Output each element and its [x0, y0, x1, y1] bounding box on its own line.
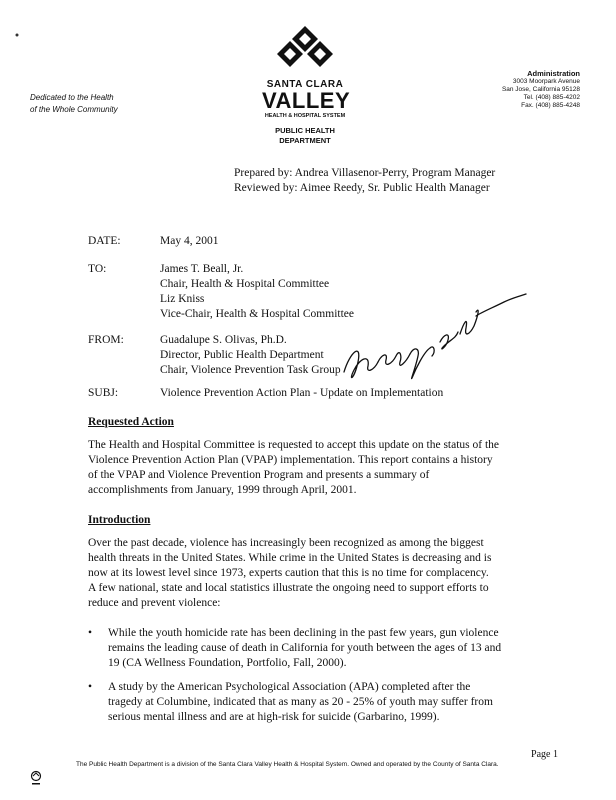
dedication-line: Dedicated to the Health: [30, 93, 114, 102]
recycle-icon: [30, 770, 42, 786]
admin-address: [502, 70, 580, 110]
introduction-heading: Introduction: [88, 514, 151, 526]
paragraph-line: accomplishments from January, 1999 through April, 2001.: [88, 484, 357, 496]
admin-line: Tel. (408) 885-4202: [523, 94, 580, 101]
paragraph-line: Violence Prevention Action Plan (VPAP) implementation. This report contains a history: [88, 454, 493, 466]
prepared-by: Prepared by: Andrea Villasenor-Perry, Program Manager: [234, 167, 496, 179]
date-label: DATE:: [88, 235, 121, 247]
paragraph-line: now at its lowest level since 1973, experts caution that this is no time for complacency.: [88, 567, 489, 579]
footer-note: The Public Health Department is a division of the Santa Clara Valley Health & Hospital System. Owned and operated by the County of Santa Clara.: [76, 761, 499, 768]
paragraph-line: A few national, state and local statistics illustrate the ongoing need to support efforts to: [88, 582, 489, 594]
to-line: Chair, Health & Hospital Committee: [160, 278, 330, 290]
from-line: Director, Public Health Department: [160, 349, 324, 361]
paragraph-line: of the VPAP and Violence Prevention Program and presents a summary of: [88, 469, 430, 481]
bullet-line: tragedy at Columbine, indicated that as many as 20 - 25% of youth may suffer from: [108, 696, 493, 708]
paragraph-line: The Health and Hospital Committee is requested to accept this update on the status of the: [88, 439, 500, 451]
diamond-logo-icon: [274, 26, 336, 72]
requested-action-heading: Requested Action: [88, 416, 174, 428]
bullet-icon: •: [88, 627, 93, 639]
bullet-icon: •: [88, 681, 93, 693]
admin-title: Administration: [527, 69, 580, 78]
date-value: May 4, 2001: [160, 235, 219, 247]
to-line: Vice-Chair, Health & Hospital Committee: [160, 308, 354, 320]
paragraph-line: health threats in the United States. While crime in the United States is decreasing and is: [88, 552, 492, 564]
dedication-line: of the Whole Community: [30, 105, 118, 114]
bullet-line: 19 (CA Wellness Foundation, Portfolio, Fall, 2000).: [108, 657, 347, 669]
bullet-line: While the youth homicide rate has been declining in the past few years, gun violence: [108, 627, 499, 639]
to-label: TO:: [88, 263, 107, 275]
subj-label: SUBJ:: [88, 387, 119, 399]
organization-logo: [262, 26, 351, 120]
page-number: Page 1: [531, 749, 558, 760]
paragraph-line: Over the past decade, violence has increasingly been recognized as among the biggest: [88, 537, 484, 549]
requested-action-body: [88, 438, 554, 498]
department-line: DEPARTMENT: [279, 136, 331, 145]
reviewed-by: Reviewed by: Aimee Reedy, Sr. Public Health Manager: [234, 182, 490, 194]
to-line: Liz Kniss: [160, 293, 205, 305]
to-line: James T. Beall, Jr.: [160, 263, 244, 275]
paragraph-line: reduce and prevent violence:: [88, 597, 221, 609]
logo-line-1: SANTA CLARA: [266, 79, 344, 90]
admin-line: 3003 Moorpark Avenue: [512, 78, 580, 85]
list-item: [88, 680, 558, 725]
bullet-line: serious mental illness and are at high-risk for suicide (Garbarino, 1999).: [108, 711, 440, 723]
bullet-line: A study by the American Psychological Association (APA) completed after the: [108, 681, 471, 693]
logo-line-2: VALLEY: [262, 88, 351, 113]
department-line: PUBLIC HEALTH: [275, 126, 335, 135]
admin-line: San Jose, California 95128: [501, 86, 580, 93]
introduction-body: [88, 536, 554, 611]
list-item: [88, 626, 558, 671]
scan-mark: [14, 32, 20, 38]
department-name: [262, 126, 348, 146]
dedication: [30, 92, 118, 116]
subj-value: Violence Prevention Action Plan - Update on Implementation: [160, 387, 444, 399]
handwritten-signature: [340, 282, 530, 392]
logo-line-3: HEALTH & HOSPITAL SYSTEM: [264, 113, 346, 119]
bullet-line: remains the leading cause of death in California for youth between the ages of 13 and: [108, 642, 502, 654]
from-label: FROM:: [88, 334, 124, 346]
memo-subject: [88, 386, 548, 401]
memo-date: [88, 234, 528, 249]
from-line: Chair, Violence Prevention Task Group: [160, 364, 341, 376]
from-line: Guadalupe S. Olivas, Ph.D.: [160, 334, 287, 346]
admin-line: Fax. (408) 885-4248: [521, 102, 580, 109]
prepared-block: [234, 166, 495, 196]
